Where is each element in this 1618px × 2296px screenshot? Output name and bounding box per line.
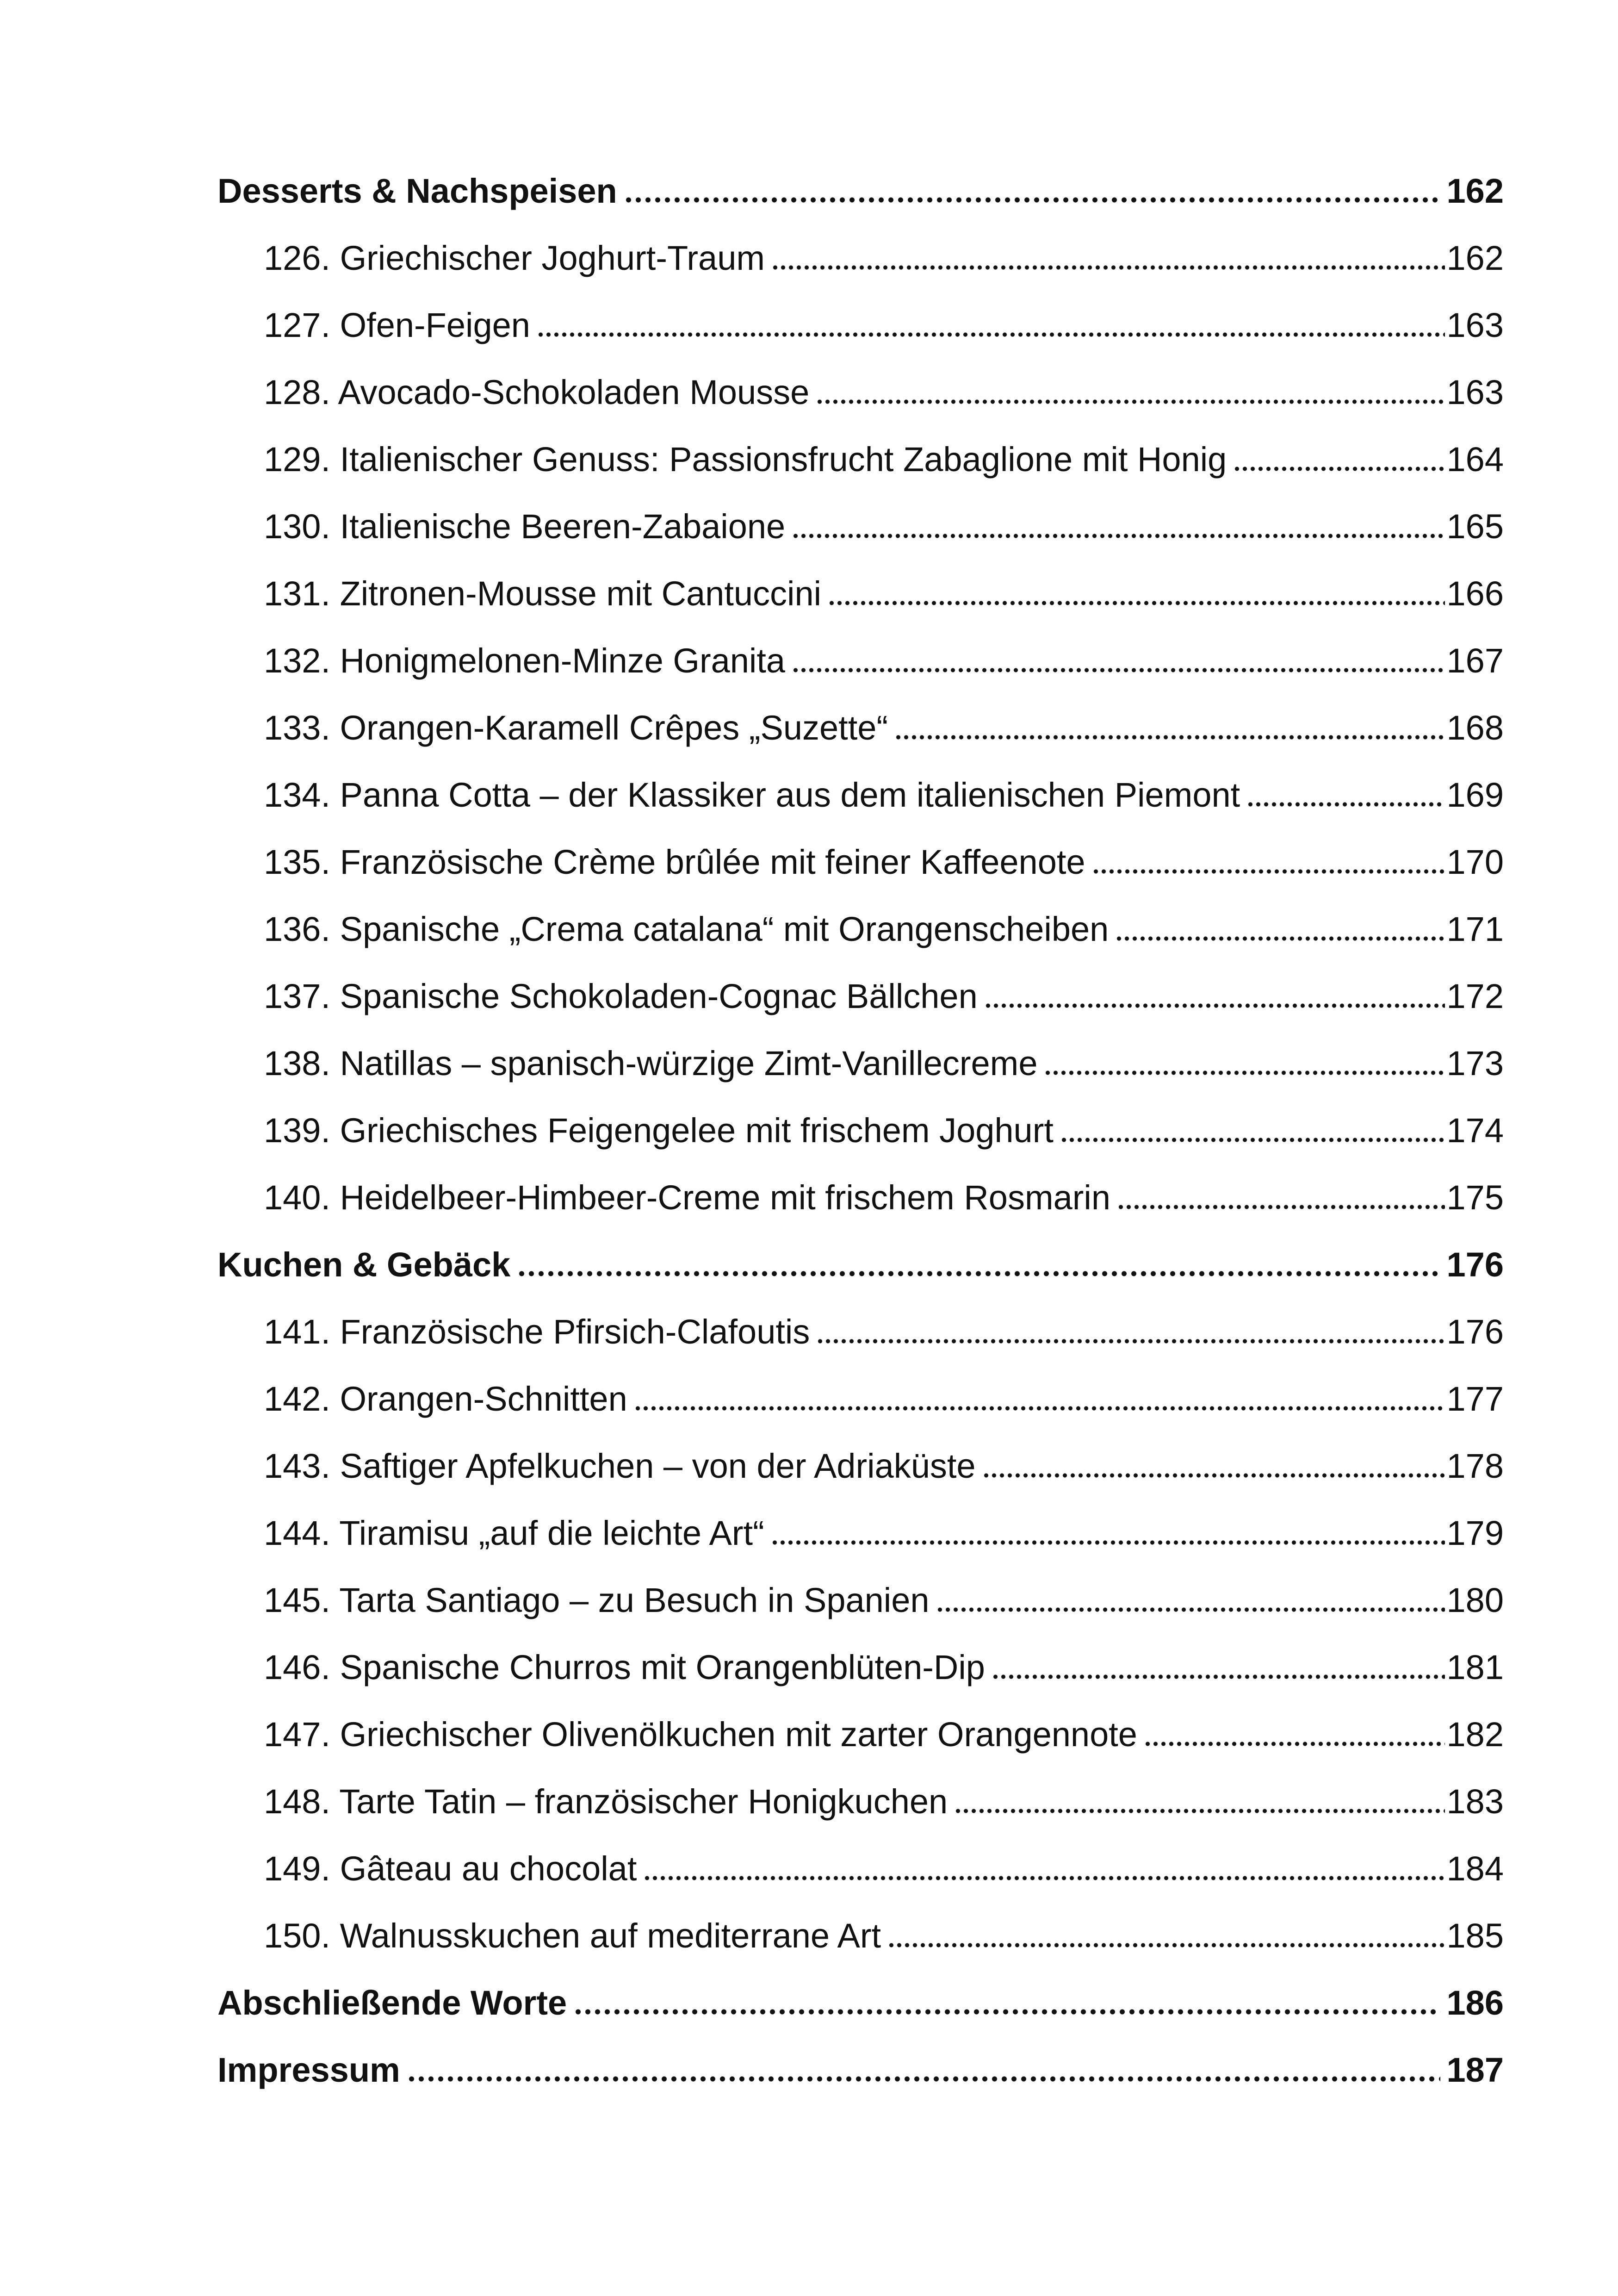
toc-recipe-150[interactable] <box>217 1902 1504 1969</box>
dot-leader <box>887 1913 1444 1948</box>
toc-entry-page: 167 <box>1446 641 1504 680</box>
toc-recipe-137[interactable] <box>217 963 1504 1030</box>
toc-entry-title: 142. Orangen-Schnitten <box>264 1380 627 1418</box>
toc-entry-title: 134. Panna Cotta – der Klassiker aus dem italienischen Piemont <box>264 776 1240 814</box>
toc-recipe-132[interactable] <box>217 627 1504 694</box>
toc-recipe-144[interactable] <box>217 1500 1504 1567</box>
toc-recipe-134[interactable] <box>217 761 1504 828</box>
toc-entry-page: 181 <box>1446 1648 1504 1686</box>
dot-leader <box>792 504 1444 538</box>
toc-entry-title: 150. Walnusskuchen auf mediterrane Art <box>264 1916 881 1955</box>
toc-entry-title: 140. Heidelbeer-Himbeer-Creme mit frischem Rosmarin <box>264 1178 1110 1217</box>
toc-entry-page: 165 <box>1446 507 1504 546</box>
toc-recipe-139[interactable] <box>217 1097 1504 1164</box>
dot-leader <box>643 1846 1444 1880</box>
toc-recipe-146[interactable] <box>217 1634 1504 1701</box>
toc-section-desserts[interactable] <box>217 157 1504 224</box>
toc-entry-page: 164 <box>1446 440 1504 479</box>
toc-entry-title: 144. Tiramisu „auf die leichte Art“ <box>264 1514 764 1552</box>
dot-leader <box>828 571 1444 605</box>
dot-leader <box>984 974 1445 1008</box>
toc-entry-title: 139. Griechisches Feigengelee mit frischem Joghurt <box>264 1111 1054 1150</box>
toc-entry-page: 186 <box>1446 1984 1504 2022</box>
toc-entry-title: 141. Französische Pfirsich-Clafoutis <box>264 1313 810 1351</box>
dot-leader <box>573 1980 1440 2015</box>
dot-leader <box>771 1511 1445 1545</box>
toc-entry-page: 169 <box>1446 776 1504 814</box>
toc-recipe-130[interactable] <box>217 493 1504 560</box>
dot-leader <box>1044 1041 1444 1075</box>
toc-entry-title: 129. Italienischer Genuss: Passionsfrucht Zabaglione mit Honig <box>264 440 1227 479</box>
toc-entry-title: 130. Italienische Beeren-Zabaione <box>264 507 786 546</box>
dot-leader <box>982 1444 1445 1478</box>
table-of-contents <box>217 157 1504 2103</box>
toc-recipe-140[interactable] <box>217 1164 1504 1231</box>
dot-leader <box>1092 840 1445 874</box>
toc-entry-title: 137. Spanische Schokoladen-Cognac Bällchen <box>264 977 978 1015</box>
toc-entry-title: 147. Griechischer Olivenölkuchen mit zarter Orangennote <box>264 1715 1137 1754</box>
toc-recipe-128[interactable] <box>217 359 1504 426</box>
toc-recipe-133[interactable] <box>217 694 1504 761</box>
toc-entry-title: 135. Französische Crème brûlée mit feiner Kaffeenote <box>264 843 1085 881</box>
toc-entry-title: 131. Zitronen-Mousse mit Cantuccini <box>264 574 822 613</box>
toc-entry-page: 176 <box>1446 1313 1504 1351</box>
toc-entry-title: Abschließende Worte <box>217 1984 567 2022</box>
toc-entry-page: 184 <box>1446 1849 1504 1888</box>
dot-leader <box>1060 1108 1445 1142</box>
dot-leader <box>816 370 1444 404</box>
toc-recipe-127[interactable] <box>217 292 1504 359</box>
toc-entry-page: 180 <box>1446 1581 1504 1619</box>
dot-leader <box>1246 772 1444 807</box>
dot-leader <box>1115 907 1444 941</box>
dot-leader <box>1233 437 1444 471</box>
toc-entry-page: 175 <box>1446 1178 1504 1217</box>
toc-entry-title: 145. Tarta Santiago – zu Besuch in Spanien <box>264 1581 930 1619</box>
toc-entry-title: 143. Saftiger Apfelkuchen – von der Adriaküste <box>264 1447 976 1485</box>
toc-entry-title: 149. Gâteau au chocolat <box>264 1849 637 1888</box>
dot-leader <box>792 638 1444 672</box>
dot-leader <box>1117 1175 1445 1209</box>
toc-entry-page: 182 <box>1446 1715 1504 1754</box>
dot-leader <box>954 1779 1444 1813</box>
toc-entry-title: 127. Ofen-Feigen <box>264 306 530 344</box>
toc-entry-title: 148. Tarte Tatin – französischer Honigkuchen <box>264 1782 948 1821</box>
toc-recipe-135[interactable] <box>217 828 1504 896</box>
toc-entry-title: 146. Spanische Churros mit Orangenblüten-Dip <box>264 1648 985 1686</box>
toc-section-kuchen[interactable] <box>217 1231 1504 1298</box>
toc-entry-page: 172 <box>1446 977 1504 1015</box>
dot-leader <box>816 1309 1444 1344</box>
toc-entry-page: 185 <box>1446 1916 1504 1955</box>
toc-entry-page: 162 <box>1446 172 1504 210</box>
toc-recipe-129[interactable] <box>217 426 1504 493</box>
toc-recipe-147[interactable] <box>217 1701 1504 1768</box>
dot-leader <box>894 705 1444 740</box>
dot-leader <box>407 2047 1440 2082</box>
toc-entry-title: Desserts & Nachspeisen <box>217 172 617 210</box>
toc-entry-title: 133. Orangen-Karamell Crêpes „Suzette“ <box>264 709 888 747</box>
toc-entry-page: 163 <box>1446 306 1504 344</box>
toc-section-impressum[interactable] <box>217 2036 1504 2103</box>
toc-recipe-143[interactable] <box>217 1432 1504 1500</box>
toc-entry-title: 126. Griechischer Joghurt-Traum <box>264 239 765 277</box>
toc-entry-page: 183 <box>1446 1782 1504 1821</box>
toc-entry-page: 170 <box>1446 843 1504 881</box>
toc-entry-title: 132. Honigmelonen-Minze Granita <box>264 641 786 680</box>
dot-leader <box>624 168 1440 203</box>
dot-leader <box>1144 1712 1445 1746</box>
toc-recipe-148[interactable] <box>217 1768 1504 1835</box>
dot-leader <box>537 303 1445 337</box>
toc-entry-page: 174 <box>1446 1111 1504 1150</box>
toc-entry-page: 187 <box>1446 2051 1504 2089</box>
toc-entry-page: 178 <box>1446 1447 1504 1485</box>
toc-entry-page: 168 <box>1446 709 1504 747</box>
toc-entry-title: Kuchen & Gebäck <box>217 1245 511 1284</box>
dot-leader <box>771 236 1445 270</box>
dot-leader <box>992 1645 1445 1679</box>
toc-entry-title: Impressum <box>217 2051 400 2089</box>
toc-entry-page: 179 <box>1446 1514 1504 1552</box>
toc-entry-page: 166 <box>1446 574 1504 613</box>
dot-leader <box>634 1376 1445 1411</box>
toc-recipe-136[interactable] <box>217 896 1504 963</box>
toc-entry-page: 162 <box>1446 239 1504 277</box>
toc-entry-page: 177 <box>1446 1380 1504 1418</box>
toc-recipe-145[interactable] <box>217 1567 1504 1634</box>
toc-recipe-131[interactable] <box>217 560 1504 627</box>
toc-recipe-142[interactable] <box>217 1365 1504 1432</box>
toc-entry-page: 173 <box>1446 1044 1504 1083</box>
dot-leader <box>936 1578 1445 1612</box>
toc-entry-title: 128. Avocado-Schokoladen Mousse <box>264 373 810 411</box>
toc-section-abschliessende-worte[interactable] <box>217 1969 1504 2036</box>
toc-recipe-141[interactable] <box>217 1298 1504 1365</box>
toc-recipe-149[interactable] <box>217 1835 1504 1902</box>
toc-recipe-126[interactable] <box>217 224 1504 292</box>
toc-entry-page: 171 <box>1446 910 1504 948</box>
dot-leader <box>517 1242 1440 1276</box>
toc-entry-page: 163 <box>1446 373 1504 411</box>
toc-recipe-138[interactable] <box>217 1030 1504 1097</box>
toc-entry-title: 136. Spanische „Crema catalana“ mit Orangenscheiben <box>264 910 1109 948</box>
toc-entry-title: 138. Natillas – spanisch-würzige Zimt-Vanillecreme <box>264 1044 1038 1083</box>
toc-entry-page: 176 <box>1446 1245 1504 1284</box>
